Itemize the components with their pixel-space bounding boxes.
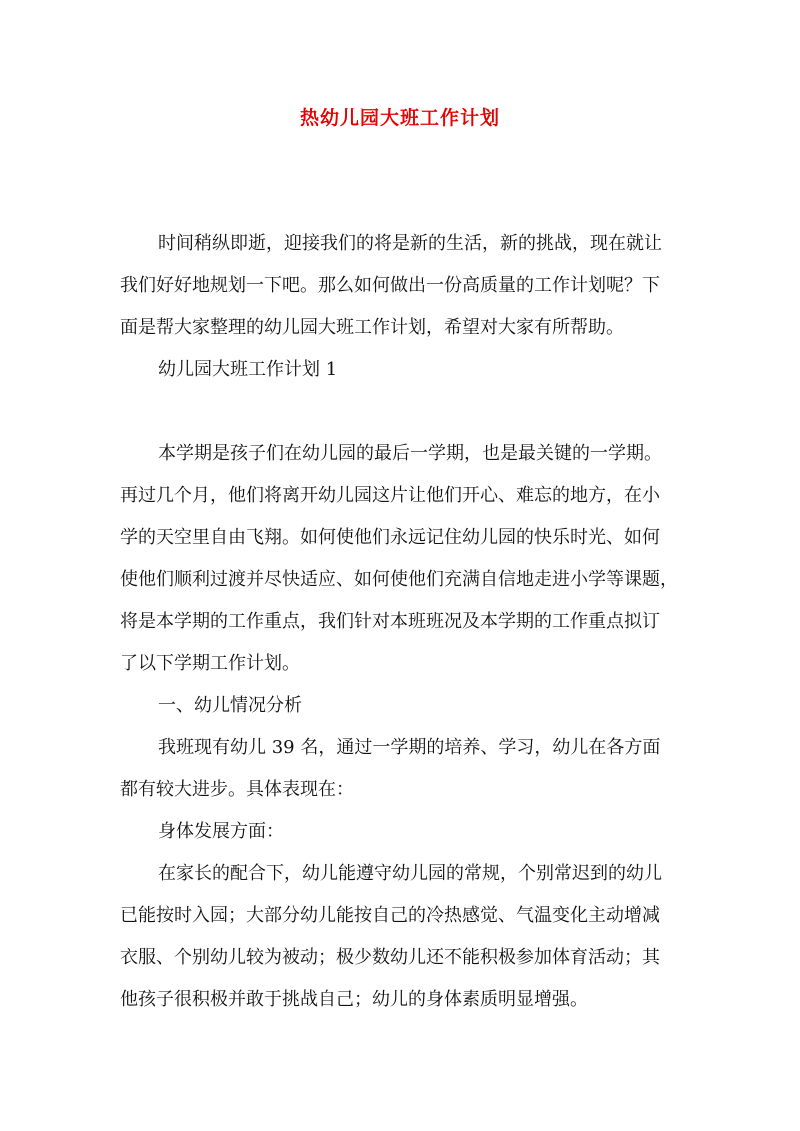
paragraph-semester-overview <box>120 433 700 685</box>
subheading-text: 身体发展方面： <box>158 821 284 842</box>
intro-paragraph <box>120 223 690 349</box>
paragraph-line: 我班现有幼儿 39 名，通过一学期的培养、学习，幼儿在各方面 <box>158 737 661 758</box>
intro-line: 时间稍纵即逝，迎接我们的将是新的生活，新的挑战，现在就让 <box>158 233 662 254</box>
paragraph-line: 在家长的配合下，幼儿能遵守幼儿园的常规，个别常迟到的幼儿 <box>158 863 662 884</box>
paragraph-line: 了以下学期工作计划。 <box>120 653 300 674</box>
paragraph-line: 他孩子很积极并敢于挑战自己；幼儿的身体素质明显增强。 <box>120 989 588 1010</box>
paragraph-line: 将是本学期的工作重点，我们针对本班班况及本学期的工作重点拟订 <box>120 611 660 632</box>
paragraph-class-status <box>120 727 690 811</box>
paragraph-line: 本学期是孩子们在幼儿园的最后一学期，也是最关键的一学期。 <box>158 443 662 464</box>
intro-line: 我们好好地规划一下吧。那么如何做出一份高质量的工作计划呢？下 <box>120 275 660 296</box>
section-heading <box>158 685 302 727</box>
document-title: 热幼儿园大班工作计划 <box>299 107 500 129</box>
paragraph-line: 衣服、个别幼儿较为被动；极少数幼儿还不能积极参加体育活动；其 <box>120 947 660 968</box>
plan-heading-text: 幼儿园大班工作计划 1 <box>158 359 338 380</box>
paragraph-line: 使他们顺利过渡并尽快适应、如何使他们充满自信地走进小学等课题， <box>120 569 678 590</box>
plan-heading <box>158 349 337 391</box>
subheading-physical <box>158 811 284 853</box>
paragraph-line: 都有较大进步。具体表现在： <box>120 779 354 800</box>
paragraph-physical-development <box>120 853 690 1021</box>
paragraph-line: 已能按时入园；大部分幼儿能按自己的冷热感觉、气温变化主动增减 <box>120 905 660 926</box>
paragraph-line: 再过几个月，他们将离开幼儿园这片让他们开心、难忘的地方，在小 <box>120 485 660 506</box>
section-heading-text: 一、幼儿情况分析 <box>158 695 302 716</box>
paragraph-line: 学的天空里自由飞翔。如何使他们永远记住幼儿园的快乐时光、如何 <box>120 527 660 548</box>
intro-line: 面是帮大家整理的幼儿园大班工作计划，希望对大家有所帮助。 <box>120 317 624 338</box>
